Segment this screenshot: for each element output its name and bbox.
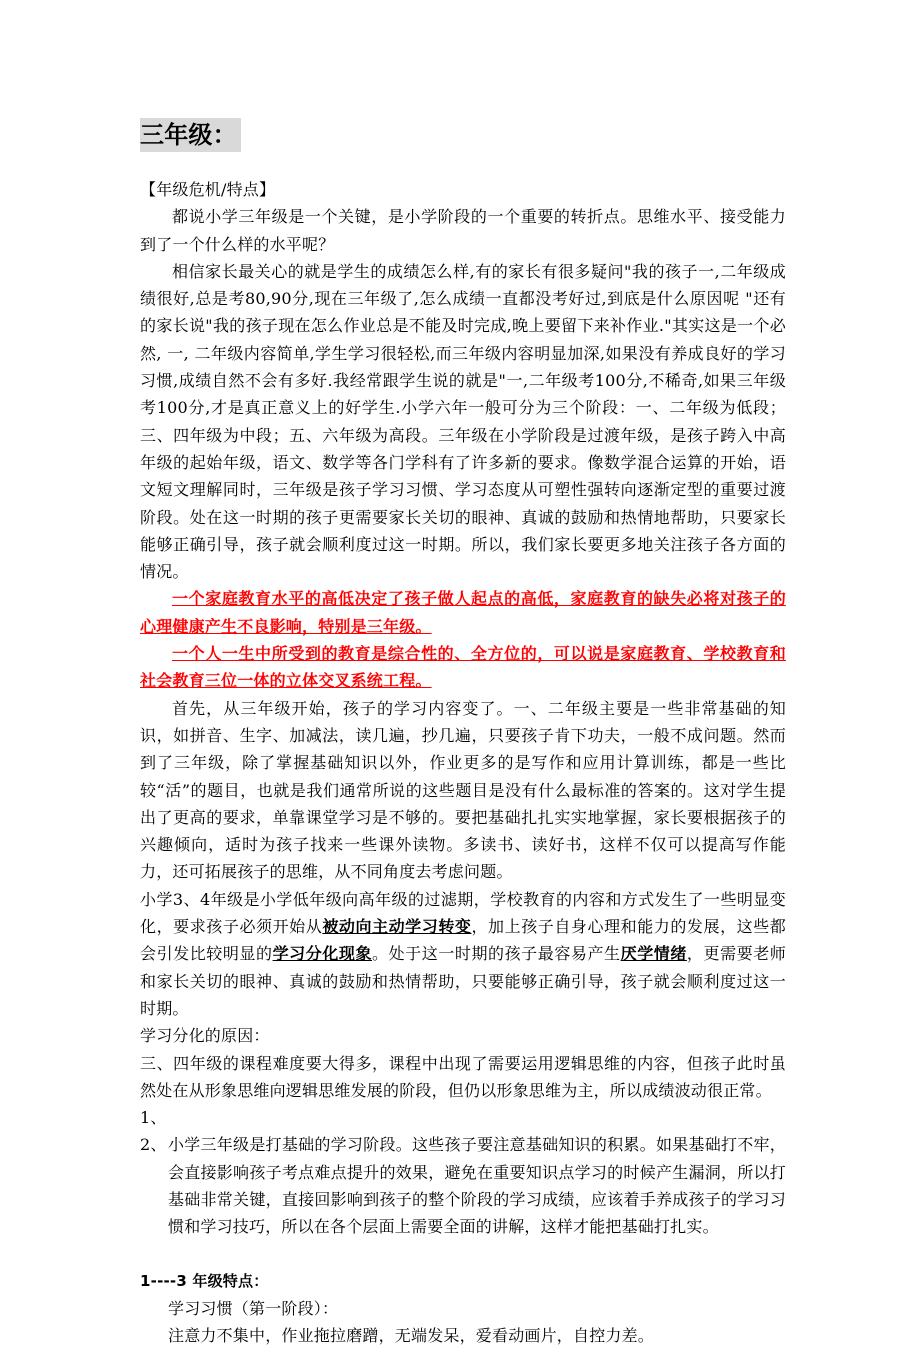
red-underlined-text: 一个人一生中所受到的教育是综合性的、全方位的，可以说是家庭教育、学校教育和社会教育三位一体的立体交叉系统工程。 — [140, 644, 786, 691]
red-underlined-text: 一个家庭教育水平的高低决定了孩子做人起点的高低，家庭教育的缺失必将对孩子的心理健康产生不良影响，特别是三年级。 — [140, 589, 786, 636]
paragraph-transition-period — [140, 886, 786, 1022]
list-text: 小学三年级是打基础的学习阶段。这些孩子要注意基础知识的积累。如果基础打不牢，会直接影响孩子考点难点提升的效果，避免在重要知识点学习的时候产生漏洞，所以打基础非常关键，直接回影响到孩子的整个阶段的学习成绩，应该着手养成孩子的学习习惯和学习技巧，所以在各个层面上需要全面的讲解，这样才能把基础打扎实。 — [168, 1135, 786, 1237]
list-item — [140, 1104, 786, 1131]
paragraph-habits-description: 注意力不集中，作业拖拉磨蹭，无端发呆，爱看动画片，自控力差。 — [168, 1326, 655, 1346]
highlight-family-education — [140, 585, 786, 640]
highlight-education-system — [140, 640, 786, 695]
document-body — [140, 118, 786, 1349]
list-number: 1、 — [140, 1108, 167, 1128]
paragraph-parents-concern: 相信家长最关心的就是学生的成绩怎么样,有的家长有很多疑问"我的孩子一,二年级成绩很好,总是考80,90分,现在三年级了,怎么成绩一直都没考好过,到底是什么原因呢 "还有的家长说"我的孩子现在怎么作业总是不能及时完成,晚上要留下来补作业."其实这是一个必然, 一, 二年级内容简单,学生学习很轻松,而三年级内容明显加深,如果没有养成良好的学习习惯,成绩自然不会有多好.我经常跟学生说的就是"一,二年级考100分,不稀奇,如果三年级考100分,才是真正意义上的好学生.小学六年一般可分为三个阶段：一、二年级为低段；三、四年级为中段；五、六年级为高段。三年级在小学阶段是过渡年级，是孩子跨入中高年级的起始年级，语文、数学等各门学科有了许多新的要求。像数学混合运算的开始，语文短文理解同时，三年级是孩子学习习惯、学习态度从可塑性强转向逐渐定型的重要过渡阶段。处在这一时期的孩子更需要家长关切的眼神、真诚的鼓励和热情地帮助，只要家长能够正确引导，孩子就会顺利度过这一时期。所以，我们家长要更多地关注孩子各方面的情况。 — [140, 261, 786, 582]
paragraph-intro: 都说小学三年级是一个关键，是小学阶段的一个重要的转折点。思维水平、接受能力到了一个什么样的水平呢？ — [140, 207, 786, 254]
paragraph-course-difficulty: 三、四年级的课程难度要大得多，课程中出现了需要运用逻辑思维的内容，但孩子此时虽然处在从形象思维向逻辑思维发展的阶段，但仍以形象思维为主，所以成绩波动很正常。 — [140, 1053, 786, 1100]
subheading-study-habits: 学习习惯（第一阶段）： — [168, 1298, 339, 1318]
list-item — [140, 1131, 786, 1240]
text-run: 小学3、4年级是小学低年级向高年级的过滤期，学校教育的内容和方式发生了一些明显变化，要求孩子必须开始从 — [140, 889, 786, 937]
text-run: ，加上孩子自身心理和能力的发展，这些都会引发比较明显的 — [140, 917, 786, 964]
section-heading-grade-1-3: 1----3 年级特点： — [140, 1271, 269, 1290]
underlined-term-learning-split: 学习分化现象 — [272, 944, 373, 964]
list-number: 2、 — [140, 1135, 167, 1155]
page-title: 三年级： — [140, 118, 241, 152]
text-run: 。处于这一时期的孩子最容易产生 — [372, 944, 621, 964]
paragraph-split-reasons: 学习分化的原因： — [140, 1026, 270, 1046]
underlined-term-active-learning: 被动向主动学习转变 — [322, 917, 472, 937]
underlined-term-study-aversion: 厌学情绪 — [620, 944, 687, 964]
text-run: ，更需要老师和家长关切的眼神、真诚的鼓励和热情帮助，只要能够正确引导，孩子就会顺利度过这一时期。 — [140, 944, 786, 1018]
section-tag: 【年级危机/特点】 — [140, 180, 276, 199]
paragraph-content-change: 首先，从三年级开始，孩子的学习内容变了。一、二年级主要是一些非常基础的知识，如拼音、生字、加减法，读几遍，抄几遍，只要孩子肯下功夫，一般不成问题。然而到了三年级，除了掌握基础知识以外，作业更多的是写作和应用计算训练，都是一些比较“活”的题目，也就是我们通常所说的这些题目是没有什么最标准的答案的。这对学生提出了更高的要求，单靠课堂学习是不够的。要把基础扎扎实实地掌握，家长要根据孩子的兴趣倾向，适时为孩子找来一些课外读物。多读书、读好书，这样不仅可以提高写作能力，还可拓展孩子的思维，从不同角度去考虑问题。 — [140, 698, 786, 882]
